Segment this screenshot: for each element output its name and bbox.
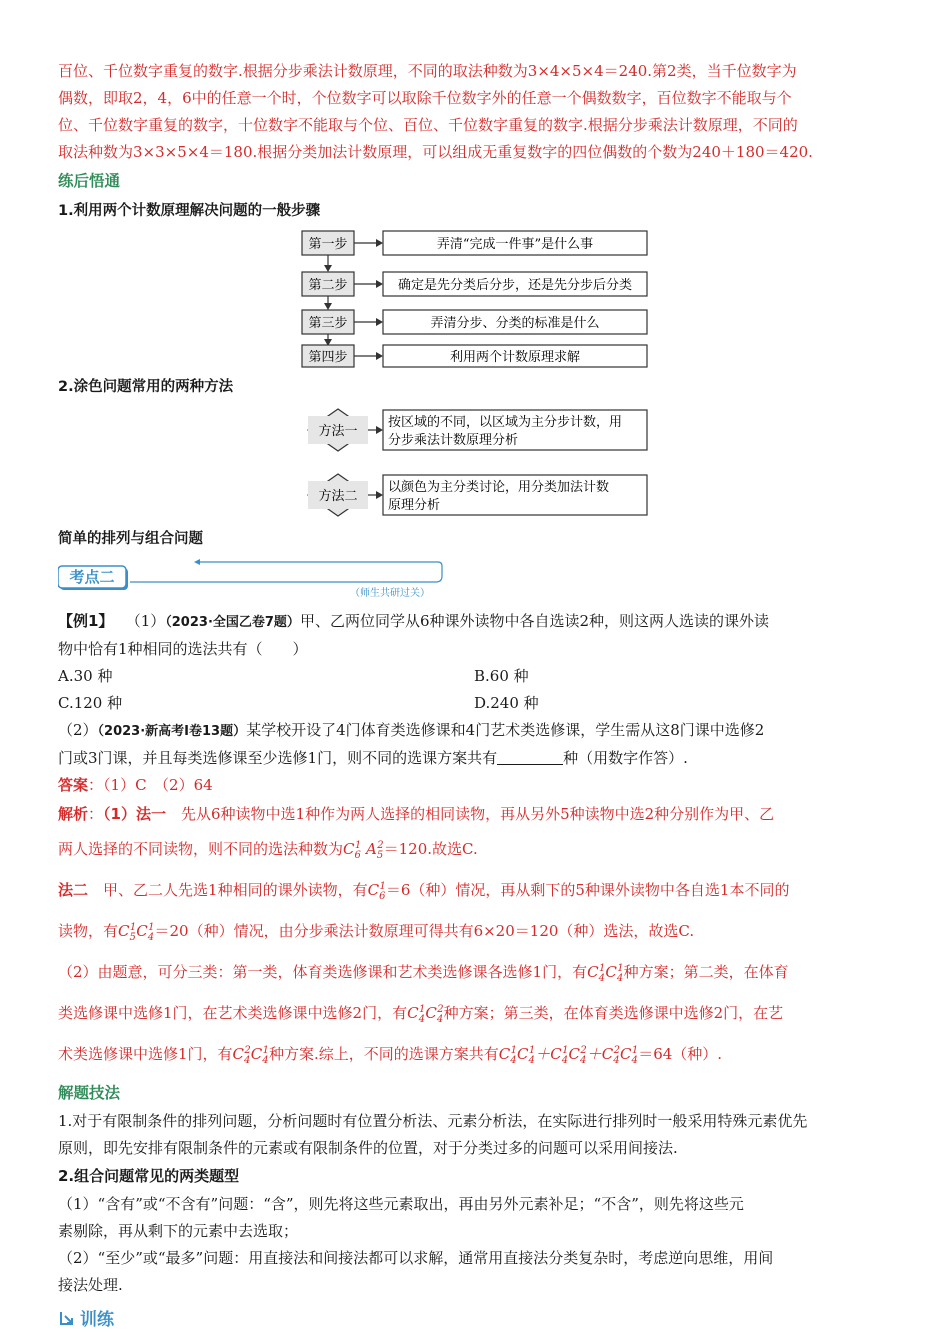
math-sum: $C_4^1C_4^1+C_4^1C_4^2+C_4^2C_4^1$: [498, 1045, 639, 1066]
step-row-2: [302, 272, 647, 296]
answer-blank[interactable]: [497, 748, 563, 765]
option-a: A.30 种: [58, 667, 113, 685]
method-2: [308, 474, 647, 516]
analysis-block: 解析：（1）法一 先从6种读物中选1种作为两人选择的相同读物，再从另外5种读物中选2种分别作为甲、乙 两人选择的不同读物，则不同的选法种数为$C_6^1$ $A_5^2=120$.故选C. 法二 甲、乙二人先选1种相同的课外读物，有$C_6^1=6$（种）情况，再从剩下的5种课外读物中各自选1本不同的 读物，有$C_5^1C_4^1=20$（种）情况，由分步乘法计数原理可得共有6×20＝120（种）选法，故选C. （2）由题意，可分三类：第一类，体育类选修课和艺术类选修课各选修1门，有$C_4^1C_4^1$种方案；第二类，在体育 类选修课中选修1门，在艺术类选修课中选修2门，有$C_4^1C_4^2$种方案；第三类，在体育类选修课中选修2门，在艺 术类选修课中选修1门，有$C_4^2C_4^1$种方案.综上，不同的选课方案共有$C_4^1C_4^1+C_4^1C_4^2+C_4^2C_4^1=64$（种）.: [58, 805, 790, 1066]
method-title: 解题技法: [58, 1084, 121, 1102]
option-b: B.60 种: [474, 667, 529, 685]
method-text-1a: 按区域的不同，以区域为主分步计数，用: [388, 415, 623, 430]
method-text-1b: 分步乘法计数原理分析: [388, 433, 519, 448]
example-question-1: 【例1】 （1）（2023·全国乙卷7题）甲、乙两位同学从6种课外读物中各自选读2种，则这两人选读的课外读 物中恰有1种相同的选法共有（ ）: [58, 612, 770, 658]
math-c51c41: $C_5^1C_4^1$: [118, 922, 155, 943]
kaodian-note: （师生共研过关）: [350, 588, 430, 599]
intro-paragraph: 百位、千位数字重复的数字.根据分步乘法计数原理，不同的取法种数为3×4×5×4＝240.第2类，当千位数字为 偶数，即取2，4，6中的任意一个时，个位数字可以取除千位数字外的任意一个偶数数字，百位数字不能取与个 位、千位数字重复的数字，十位数字不能取与个位、百位、千位数字重复的数字.根据分步乘法计数原理，不同的 取法种数为3×3×5×4＝180.根据分类加法计数原理，可以组成无重复数字的四位偶数的个数为240＋180＝420.: [58, 62, 813, 161]
math-c61a52: $C_6^1$ $A_5^2$: [343, 840, 384, 861]
tips-block: 1.对于有限制条件的排列问题，分析问题时有位置分析法、元素分析法，在实际进行排列时一般采用特殊元素优先 原则，即先安排有限制条件的元素或有限制条件的位置，对于分类过多的问题可以采用间接法. 2.组合问题常见的两类题型 （1）“含有”或“不含有”问题：“含”，则先将这些元素取出，再由另外元素补足；“不含”，则先将这些元 素剔除，再从剩下的元素中去选取； （2）“至少”或“最多”问题：用直接法和间接法都可以求解，通常用直接法分类复杂时，考虑逆向思维，用间 接法处理.: [58, 1112, 808, 1294]
math-c41c41: $C_4^1C_4^1$: [587, 963, 624, 984]
example-question-2: （2）（2023·新高考Ⅰ卷13题）某学校开设了4门体育类选修课和4门艺术类选修课，学生需从这8门课中选修2 门或3门课，并且每类选修课至少选修1门，则不同的选课方案共有 种（用数字作答）.: [58, 721, 765, 767]
section-review-title: 练后悟通: [58, 172, 121, 190]
option-d: D.240 种: [474, 694, 539, 712]
options: [58, 663, 890, 690]
step-label-4: 第四步: [308, 350, 348, 365]
training-title: 训练: [80, 1310, 114, 1330]
training-icon: [58, 1309, 76, 1327]
method-text-2b: 原理分析: [388, 498, 441, 513]
step-text-2: 确定是先分类后分步，还是先分步后分类: [397, 278, 633, 293]
method-text-2a: 以颜色为主分类讨论，用分类加法计数: [388, 480, 610, 495]
method-label-2: 方法二: [318, 489, 358, 504]
math-c42c41: $C_4^2C_4^1$: [232, 1045, 270, 1066]
math-c41c42: $C_4^1C_4^2$: [407, 1004, 444, 1025]
steps-title: 1.利用两个计数原理解决问题的一般步骤: [58, 203, 321, 219]
method-label-1: 方法一: [318, 424, 358, 439]
step-row-3: [302, 310, 647, 334]
math-c61: $C_6^1$: [367, 881, 386, 902]
step-label-1: 第一步: [308, 237, 348, 252]
kaodian-banner: [58, 558, 890, 604]
option-c: C.120 种: [58, 694, 123, 712]
step-text-4: 利用两个计数原理求解: [449, 350, 581, 365]
page-content: [58, 58, 890, 1330]
step-text-3: 弄清分步、分类的标准是什么: [430, 316, 600, 331]
steps-diagram: [58, 228, 890, 368]
coloring-title: 2.涂色问题常用的两种方法: [58, 379, 234, 395]
kaodian-label: 考点二: [69, 568, 115, 586]
training-header: [58, 1305, 890, 1330]
step-row-4: [302, 345, 647, 367]
methods-diagram: [58, 402, 890, 520]
step-text-1: 弄清“完成一件事”是什么事: [436, 237, 594, 252]
method-1: [308, 409, 647, 451]
answer-line: 答案：（1）C （2）64: [58, 776, 213, 794]
options-row-2: [58, 690, 890, 717]
step-row-1: [302, 231, 647, 255]
step-label-3: 第三步: [308, 316, 348, 331]
step-label-2: 第二步: [308, 278, 348, 293]
topic-title: 简单的排列与组合问题: [58, 531, 203, 547]
